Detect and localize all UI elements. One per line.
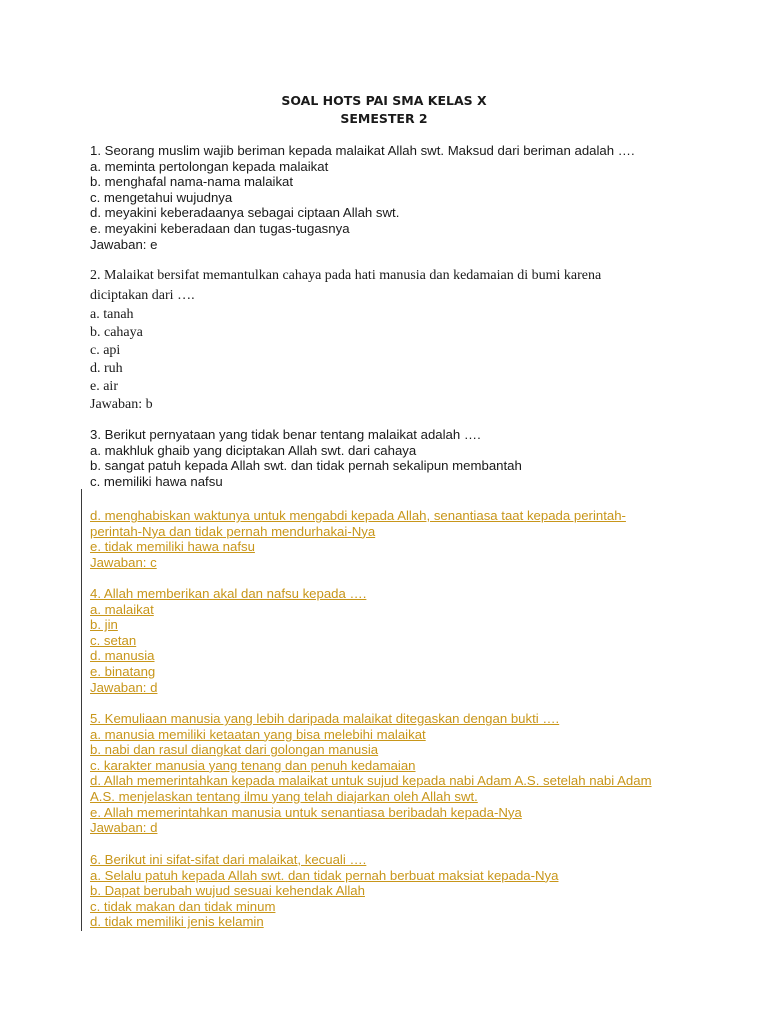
question-6-option-d: d. tidak memiliki jenis kelamin <box>90 914 264 930</box>
question-4-stem: 4. Allah memberikan akal dan nafsu kepada …. <box>90 586 367 601</box>
question-6-stem: 6. Berikut ini sifat-sifat dari malaikat, kecuali …. <box>90 852 367 867</box>
question-2-option-c: c. api <box>90 343 121 358</box>
question-6-option-c: c. tidak makan dan tidak minum <box>90 898 276 914</box>
question-6-option-a: a. Selalu patuh kepada Allah swt. dan tidak pernah berbuat maksiat kepada-Nya <box>90 867 559 883</box>
question-4-option-b: b. jin <box>90 617 118 633</box>
question-4-option-c: c. setan <box>90 632 137 648</box>
question-2 <box>90 266 680 414</box>
question-1-option-c: c. mengetahui wujudnya <box>90 189 233 205</box>
document-title: SOAL HOTS PAI SMA KELAS X <box>281 93 487 108</box>
question-5-option-e: e. Allah memerintahkan manusia untuk senantiasa beribadah kepada-Nya <box>90 804 522 820</box>
question-4-option-a: a. malaikat <box>90 601 154 617</box>
question-2-stem-line1: 2. Malaikat bersifat memantulkan cahaya pada hati manusia dan kedamaian di bumi karena <box>90 268 602 283</box>
question-3 <box>90 427 680 489</box>
question-1-option-d: d. meyakini keberadaanya sebagai ciptaan Allah swt. <box>90 205 400 221</box>
question-4-option-e: e. binatang <box>90 663 156 679</box>
question-5-option-b: b. nabi dan rasul diangkat dari golongan manusia <box>90 742 379 758</box>
question-3-option-c: c. memiliki hawa nafsu <box>90 473 223 489</box>
question-2-option-b: b. cahaya <box>90 325 143 340</box>
question-3-stem: 3. Berikut pernyataan yang tidak benar tentang malaikat adalah …. <box>90 427 481 442</box>
question-4-option-d: d. manusia <box>90 648 155 664</box>
question-6-option-b: b. Dapat berubah wujud sesuai kehendak Allah <box>90 883 365 899</box>
question-4 <box>90 586 680 695</box>
question-3-answer: Jawaban: c <box>90 554 157 570</box>
question-5-option-a: a. manusia memiliki ketaatan yang bisa melebihi malaikat <box>90 726 426 742</box>
question-1-option-b: b. menghafal nama-nama malaikat <box>90 174 294 190</box>
document-subtitle: SEMESTER 2 <box>340 111 428 126</box>
question-3-option-e: e. tidak memiliki hawa nafsu <box>90 539 255 555</box>
question-5-stem: 5. Kemuliaan manusia yang lebih daripada malaikat ditegaskan dengan bukti …. <box>90 711 560 726</box>
question-5-answer: Jawaban: d <box>90 820 158 836</box>
document-header <box>0 92 768 128</box>
question-1-option-e: e. meyakini keberadaan dan tugas-tugasnya <box>90 220 350 236</box>
change-bar <box>81 489 82 931</box>
question-5-option-d-line1: d. Allah memerintahkan kepada malaikat untuk sujud kepada nabi Adam A.S. setelah nabi Adam <box>90 773 652 789</box>
question-2-option-e: e. air <box>90 379 118 394</box>
question-3-tracked <box>90 508 680 570</box>
question-2-stem-line2: diciptakan dari …. <box>90 288 195 303</box>
question-3-option-b: b. sangat patuh kepada Allah swt. dan tidak pernah sekalipun membantah <box>90 458 522 474</box>
question-4-answer: Jawaban: d <box>90 679 158 695</box>
question-5-option-d-line2: A.S. menjelaskan tentang ilmu yang telah diajarkan oleh Allah swt. <box>90 788 478 804</box>
question-3-option-d-line2: perintah-Nya dan tidak pernah mendurhakai-Nya <box>90 523 376 539</box>
question-3-option-a: a. makhluk ghaib yang diciptakan Allah swt. dari cahaya <box>90 442 417 458</box>
question-1 <box>90 143 680 252</box>
question-2-option-a: a. tanah <box>90 307 134 322</box>
question-5-option-c: c. karakter manusia yang tenang dan penuh kedamaian <box>90 757 416 773</box>
question-1-option-a: a. meminta pertolongan kepada malaikat <box>90 158 329 174</box>
question-2-answer: Jawaban: b <box>90 397 153 412</box>
question-2-option-d: d. ruh <box>90 361 123 376</box>
question-1-answer: Jawaban: e <box>90 236 158 252</box>
question-3-option-d-line1: d. menghabiskan waktunya untuk mengabdi kepada Allah, senantiasa taat kepada perintah- <box>90 508 626 523</box>
question-1-stem: 1. Seorang muslim wajib beriman kepada malaikat Allah swt. Maksud dari beriman adalah …. <box>90 143 635 158</box>
question-5 <box>90 711 680 836</box>
question-6 <box>90 852 680 930</box>
